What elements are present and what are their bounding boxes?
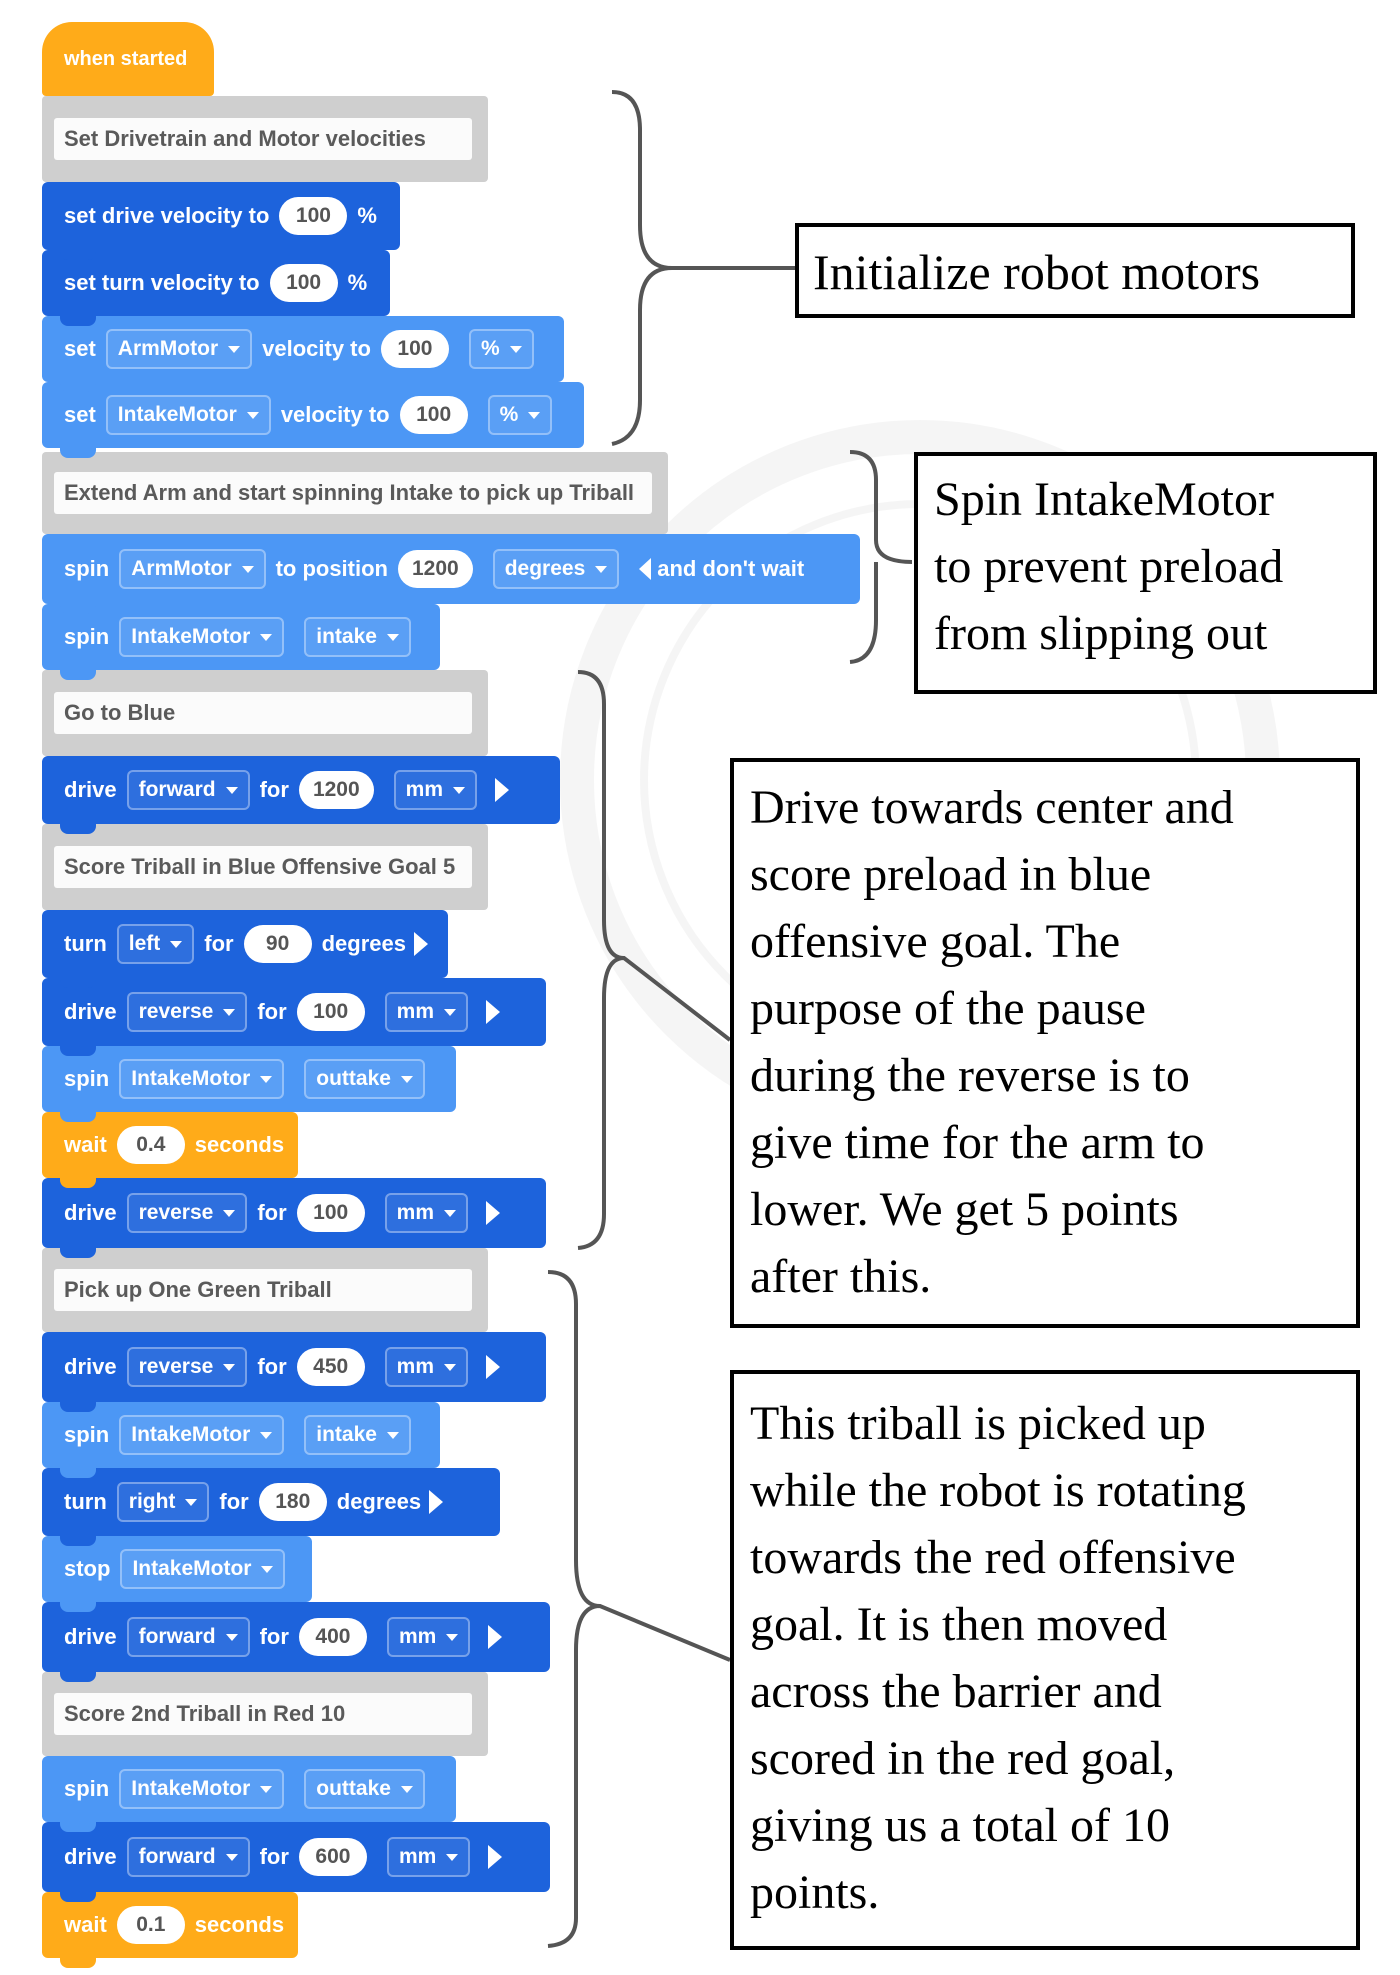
annotation-line: give time for the arm to: [750, 1116, 1205, 1169]
annotation-line: points.: [750, 1866, 880, 1919]
comment-text[interactable]: Score 2nd Triball in Red 10: [54, 1693, 472, 1735]
block-label: drive: [64, 999, 117, 1024]
block-label: drive: [64, 1624, 117, 1649]
comment-text[interactable]: Go to Blue: [54, 692, 472, 734]
direction-dropdown[interactable]: forward: [127, 1617, 250, 1657]
value-input[interactable]: 600: [299, 1838, 367, 1876]
block-label: turn: [64, 931, 107, 956]
when-started-label: when started: [64, 47, 188, 70]
block-label: stop: [64, 1556, 111, 1581]
value-input[interactable]: 100: [297, 1194, 365, 1232]
unit-dropdown[interactable]: mm: [385, 1193, 468, 1233]
block-label: for: [257, 1354, 287, 1379]
block-label: for: [259, 1624, 289, 1649]
annotation-drive-center: [730, 758, 1360, 1328]
unit-label: degrees: [336, 1489, 422, 1514]
value-input[interactable]: 0.1: [117, 1906, 185, 1944]
bracket-spin-intake: [850, 452, 912, 662]
value-input[interactable]: 100: [279, 197, 347, 235]
value-input[interactable]: 100: [400, 396, 468, 434]
value-input[interactable]: 90: [244, 925, 312, 963]
direction-dropdown[interactable]: forward: [127, 770, 250, 810]
block-label: set: [64, 402, 96, 427]
block-label: for: [259, 1844, 289, 1869]
block-label: to position: [275, 556, 388, 581]
comment-text[interactable]: Set Drivetrain and Motor velocities: [54, 118, 472, 160]
direction-dropdown[interactable]: left: [117, 924, 195, 964]
comment-text[interactable]: Score Triball in Blue Offensive Goal 5: [54, 846, 472, 888]
block-label: drive: [64, 1354, 117, 1379]
unit-dropdown[interactable]: mm: [385, 1347, 468, 1387]
bracket-triball: [548, 1272, 730, 1946]
annotation-line: across the barrier and: [750, 1665, 1162, 1718]
block-label: spin: [64, 1776, 110, 1801]
motor-dropdown[interactable]: ArmMotor: [119, 549, 265, 589]
annotation-line: Spin IntakeMotor: [934, 473, 1274, 526]
comment-text[interactable]: Extend Arm and start spinning Intake to pick up Triball: [54, 472, 652, 514]
bracket-initialize: [612, 92, 800, 444]
block-label: drive: [64, 1844, 117, 1869]
value-input[interactable]: 1200: [299, 771, 374, 809]
block-label: turn: [64, 1489, 107, 1514]
direction-dropdown[interactable]: forward: [127, 1837, 250, 1877]
block-label: drive: [64, 1200, 117, 1225]
unit-label: degrees: [321, 931, 406, 956]
annotation-spin-intake: [914, 452, 1377, 694]
annotation-line: giving us a total of 10: [750, 1799, 1170, 1852]
motor-dropdown[interactable]: ArmMotor: [106, 329, 252, 369]
direction-dropdown[interactable]: intake: [304, 1415, 411, 1455]
annotation-line: Initialize robot motors: [813, 244, 1261, 300]
unit-dropdown[interactable]: mm: [385, 992, 468, 1032]
block-label: for: [257, 1200, 287, 1225]
annotation-line: after this.: [750, 1250, 932, 1303]
annotation-line: lower. We get 5 points: [750, 1183, 1179, 1236]
direction-dropdown[interactable]: intake: [304, 617, 411, 657]
value-input[interactable]: 400: [299, 1618, 367, 1656]
block-label: set: [64, 336, 96, 361]
block-label: set drive velocity to: [64, 203, 270, 228]
unit-label: seconds: [194, 1912, 285, 1937]
value-input[interactable]: 450: [297, 1348, 365, 1386]
unit-dropdown[interactable]: degrees: [493, 549, 620, 589]
block-label: set turn velocity to: [64, 270, 260, 295]
unit-dropdown[interactable]: mm: [387, 1617, 470, 1657]
value-input[interactable]: 100: [297, 993, 365, 1031]
unit-dropdown[interactable]: %: [469, 329, 534, 369]
value-input[interactable]: 100: [270, 264, 338, 302]
block-label: for: [257, 999, 287, 1024]
direction-dropdown[interactable]: reverse: [127, 1193, 248, 1233]
unit-dropdown[interactable]: %: [488, 395, 553, 435]
bracket-drive-center: [578, 672, 730, 1248]
unit-label: seconds: [194, 1132, 285, 1157]
comment-text[interactable]: Pick up One Green Triball: [54, 1269, 472, 1311]
unit-label: %: [357, 203, 377, 228]
annotation-line: scored in the red goal,: [750, 1732, 1176, 1785]
block-label: for: [204, 931, 234, 956]
block-label: drive: [64, 777, 117, 802]
annotation-triball: [730, 1370, 1360, 1950]
value-input[interactable]: 0.4: [117, 1126, 185, 1164]
block-label: for: [219, 1489, 249, 1514]
annotation-initialize: [795, 223, 1355, 318]
annotation-line: Drive towards center and: [750, 781, 1234, 834]
motor-dropdown[interactable]: IntakeMotor: [119, 1415, 284, 1455]
annotation-line: towards the red offensive: [750, 1531, 1236, 1584]
annotation-line: from slipping out: [934, 607, 1268, 660]
annotation-line: goal. It is then moved: [750, 1598, 1168, 1651]
motor-dropdown[interactable]: IntakeMotor: [119, 617, 284, 657]
value-input[interactable]: 1200: [398, 550, 473, 588]
direction-dropdown[interactable]: outtake: [304, 1769, 425, 1809]
block-label: spin: [64, 556, 110, 581]
unit-label: %: [347, 270, 368, 295]
direction-dropdown[interactable]: reverse: [127, 992, 248, 1032]
block-label: wait: [64, 1912, 107, 1937]
unit-dropdown[interactable]: mm: [394, 770, 477, 810]
direction-dropdown[interactable]: outtake: [304, 1059, 425, 1099]
direction-dropdown[interactable]: reverse: [127, 1347, 248, 1387]
block-label: wait: [64, 1132, 107, 1157]
motor-dropdown[interactable]: IntakeMotor: [119, 1059, 284, 1099]
block-label: for: [259, 777, 289, 802]
unit-dropdown[interactable]: mm: [387, 1837, 470, 1877]
annotation-line: during the reverse is to: [750, 1049, 1190, 1102]
value-input[interactable]: 180: [259, 1483, 327, 1521]
annotation-line: offensive goal. The: [750, 915, 1121, 968]
annotation-line: to prevent preload: [934, 540, 1284, 593]
motor-dropdown[interactable]: IntakeMotor: [106, 395, 271, 435]
motor-dropdown[interactable]: IntakeMotor: [119, 1769, 284, 1809]
annotation-line: purpose of the pause: [750, 982, 1146, 1035]
block-label: spin: [64, 624, 110, 649]
annotation-line: This triball is picked up: [750, 1397, 1206, 1450]
annotation-line: score preload in blue: [750, 848, 1152, 901]
annotation-line: while the robot is rotating: [750, 1464, 1246, 1517]
block-label: velocity to: [280, 402, 390, 427]
direction-dropdown[interactable]: right: [117, 1482, 210, 1522]
motor-dropdown[interactable]: IntakeMotor: [120, 1549, 285, 1589]
value-input[interactable]: 100: [381, 330, 449, 368]
block-label: velocity to: [262, 336, 371, 361]
block-label: spin: [64, 1422, 110, 1447]
block-label: and don't wait: [657, 556, 805, 581]
block-label: spin: [64, 1066, 110, 1091]
